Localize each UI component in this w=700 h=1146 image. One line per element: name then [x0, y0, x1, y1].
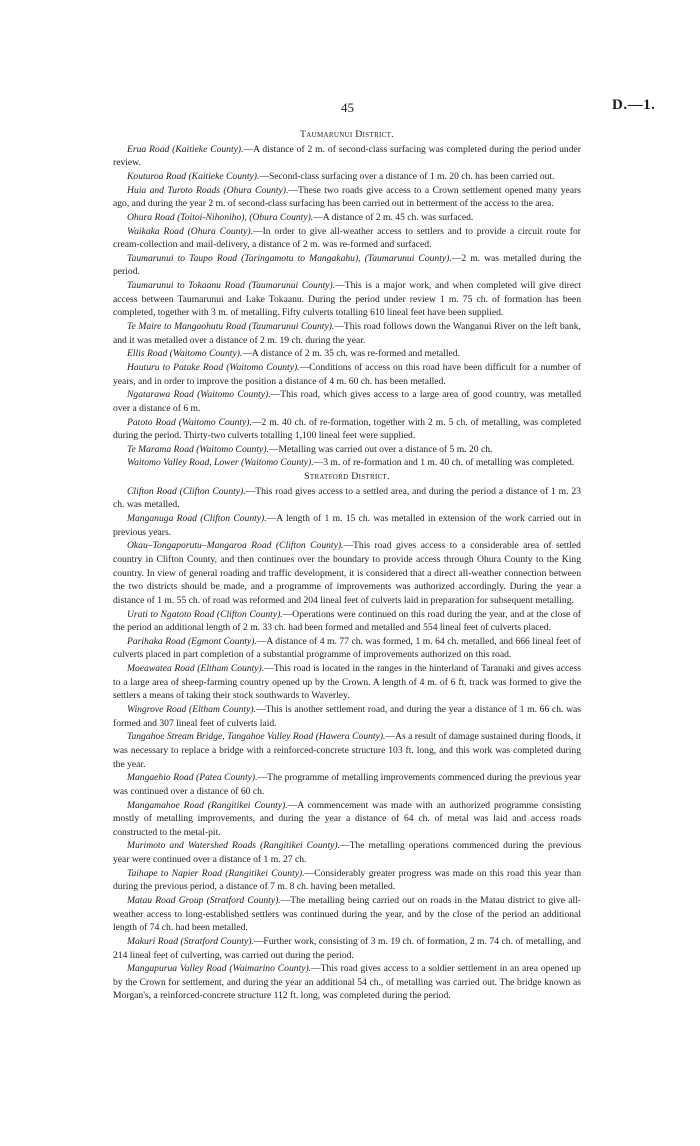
road-paragraph	[113, 771, 581, 798]
road-title: Wingrove Road (Eltham County).	[127, 704, 256, 716]
road-description: —In order to give all-weather access to settlers and to provide a circuit route for cream-collection and mail-delivery, a distance of 2 m. was re-formed and surfaced.	[113, 225, 581, 251]
road-title: Manganuga Road (Clifton County).	[127, 513, 267, 525]
road-title: Waitomo Valley Road, Lower (Waitomo County).	[127, 457, 314, 469]
road-paragraph	[113, 799, 581, 840]
road-description: —2 m. 40 ch. of re-formation, together with 2 m. 5 ch. of metalling, was completed during the period. Thirty-two culverts totalling 1,100 lineal feet were supplied.	[113, 416, 581, 442]
road-title: Taumarunui to Tokaanu Road (Taumarunui County).	[127, 280, 336, 292]
road-title: Parihaka Road (Egmont County).	[127, 635, 257, 647]
road-description: —A commencement was made with an authorized programme consisting mostly of metalling improvements, and during the year a distance of 64 ch. of metal was laid and access roads constructed to the metal-pit.	[113, 799, 581, 838]
road-paragraph	[113, 456, 581, 470]
road-description: —A length of 1 m. 15 ch. was metalled in extension of the work carried out in previous years.	[113, 513, 581, 538]
road-description: —A distance of 2 m. 35 ch. was re-formed and metalled.	[242, 348, 460, 360]
road-description: —3 m. of re-formation and 1 m. 40 ch. of metalling was completed.	[313, 457, 575, 469]
road-title: Ngatarawa Road (Waitomo County).	[127, 389, 271, 401]
road-title: Ohura Road (Toitoi-Nihoniho), (Ohura County).	[127, 211, 314, 223]
road-description: —A distance of 4 m. 77 ch. was formed, 1 m. 64 ch. metalled, and 666 lineal feet of culverts placed in part completion of a substantial programme of improvements authorized on this road.	[113, 635, 582, 661]
road-paragraph	[113, 211, 581, 225]
road-title: Hauturu to Patake Road (Waitomo County).	[127, 361, 300, 373]
road-title: Moeawatea Road (Eltham County).	[127, 663, 265, 675]
road-paragraph	[113, 170, 581, 184]
road-description: —As a result of damage sustained during floods, it was necessary to replace a bridge with a reinforced-concrete structure 103 ft. long, and this work was completed during the year.	[113, 731, 581, 770]
road-paragraph	[113, 388, 581, 415]
road-paragraph	[113, 443, 581, 457]
road-description: —This road follows down the Wanganui River on the left bank, and it was metalled over a distance of 2 m. 19 ch. during the year.	[113, 321, 581, 346]
road-description: —This road gives access to a considerable area of settled country in Clifton County, and then continues over the boundary to provide access through Ohura County to the King country. In view of general roading and traffic development, it is considered that a direct all-weather connection between the two districts should be made, and a programme of improvements was authorized accordingly. During the year a distance of 1 m. 55 ch. of road was reformed and 204 lineal feet of culverts laid in preparation for subsequent metalling.	[113, 540, 581, 606]
road-description: —Operations were continued on this road during the year, and at the close of the period an additional length of 2 m. 33 ch. had been formed and metalled and 554 lineal feet of culverts placed.	[113, 608, 581, 634]
road-description: —These two roads give access to a Crown settlement opened many years ago, and during the year 2 m. of second-class surfacing has been carried out in betterment of the access to the area.	[113, 184, 581, 210]
road-title: Mangamahoe Road (Rangitikei County).	[127, 799, 288, 811]
road-description: —This is a major work, and when completed will give direct access between Taumarunui and Lake Tokaanu. During the period under review 1 m. 75 ch. of formation has been completed, together with 3 m. of metalling. Fifty culverts totalling 610 lineal feet have been supplied.	[113, 280, 582, 319]
road-title: Ellis Road (Waitomo County).	[127, 348, 243, 360]
road-paragraph	[113, 416, 581, 443]
road-description: —This road gives access to a settled area, and during the period a distance of 1 m. 23 ch. was metalled.	[113, 485, 581, 511]
road-title: Mangaehio Road (Patea County).	[127, 772, 258, 784]
road-title: Mangapurua Valley Road (Waimarino County).	[127, 963, 312, 975]
road-description: —Second-class surfacing over a distance of 1 m. 20 ch. has been carried out.	[259, 170, 555, 182]
document-reference: D.—1.	[612, 97, 656, 113]
road-title: Taihape to Napier Road (Rangitikei County).	[127, 867, 305, 879]
road-title: Tangahoe Stream Bridge, Tangahoe Valley Road (Hawera County).	[127, 731, 386, 743]
road-paragraph	[113, 635, 581, 662]
road-description: —Further work, consisting of 3 m. 19 ch. of formation, 2 m. 74 ch. of metalling, and 214 lineal feet of culverting, was carried out during the period.	[113, 935, 581, 961]
section-heading: Taumarunui District.	[300, 129, 394, 140]
road-paragraph	[113, 608, 581, 635]
road-title: Urati to Ngatoto Road (Clifton County).	[127, 608, 283, 620]
road-title: Te Marama Road (Waitomo County).	[127, 443, 269, 455]
road-title: Makuri Road (Stratford County).	[127, 935, 254, 947]
road-title: Huia and Turoto Roads (Ohura County).	[127, 184, 289, 196]
road-title: Te Maire to Mangaohutu Road (Taumarunui County).	[127, 321, 335, 333]
road-paragraph	[113, 935, 581, 962]
road-paragraph	[113, 361, 581, 388]
road-description: —Conditions of access on this road have been difficult for a number of years, and in order to improve the position a distance of 4 m. 60 ch. has been metalled.	[113, 361, 581, 387]
road-title: Murimoto and Watershed Roads (Rangitikei County).	[127, 840, 340, 852]
road-description: —A distance of 2 m. of second-class surfacing was completed during the period under review.	[113, 143, 581, 169]
road-description: —Metalling was carried out over a distance of 5 m. 20 ch.	[268, 443, 493, 455]
road-description: —The programme of metalling improvements commenced during the previous year was continued over a distance of 60 ch.	[113, 772, 581, 797]
road-description: —This road, which gives access to a large area of good country, was metalled over a distance of 6 m.	[113, 389, 581, 414]
road-title: Okau–Tongaporutu–Mangaroa Road (Clifton County).	[127, 540, 344, 552]
road-title: Patoto Road (Waitomo County).	[127, 416, 252, 428]
road-title: Erua Road (Kaitieke County).	[127, 143, 244, 155]
road-paragraph	[113, 894, 581, 935]
road-paragraph	[113, 252, 581, 279]
road-title: Matau Road Group (Stratford County).	[127, 895, 281, 906]
section-heading: Stratford District.	[304, 471, 390, 483]
road-paragraph	[113, 703, 581, 730]
road-description: —The metalling operations commenced during the previous year were continued over a distance of 1 m. 27 ch.	[113, 840, 581, 866]
road-paragraph	[113, 662, 581, 703]
road-description: —The metalling being carried out on roads in the Matau district to give all-weather access to long-established settlers was continued during the year, and by the close of the period an additional length of 74 ch. had been metalled.	[113, 895, 581, 934]
road-title: Kouturoa Road (Kaitieke County).	[127, 170, 260, 182]
road-title: Clifton Road (Clifton County).	[127, 485, 246, 497]
page-body	[113, 128, 581, 1003]
page-number: 45	[341, 100, 354, 115]
road-paragraph	[113, 485, 581, 512]
road-paragraph	[113, 839, 581, 866]
road-paragraph	[113, 512, 581, 539]
road-title: Taumarunui to Taupo Road (Taringamotu to Mangakahu), (Taumarunui County).	[127, 252, 452, 264]
road-paragraph	[113, 225, 581, 252]
road-description: —This road gives access to a soldier settlement in an area opened up by the Crown for settlement, and during the year an additional 54 ch., of metalling was carried out. The bridge known as Morgan's, a reinforced-concrete structure 112 ft. long, was completed during the period.	[113, 963, 581, 1002]
road-description: —Considerably greater progress was made on this road this year than during the previous period, a distance of 7 m. 8 ch. having been metalled.	[113, 867, 582, 893]
road-paragraph	[113, 143, 581, 170]
road-paragraph	[113, 867, 581, 894]
road-paragraph	[113, 962, 581, 1003]
road-title: Waikaka Road (Ohura County).	[127, 225, 253, 237]
road-paragraph	[113, 279, 581, 320]
road-paragraph	[113, 539, 581, 607]
road-description: —A distance of 2 m. 45 ch. was surfaced.	[313, 211, 474, 223]
road-paragraph	[113, 184, 581, 211]
road-paragraph	[113, 320, 581, 347]
road-description: —This road is located in the ranges in the hinterland of Taranaki and gives access to a large area of sheep-farming country opened up by the Crown. A length of 4 m. of 6 ft. track was formed to give the settlers a means of taking their stock southwards to Waverley.	[113, 663, 581, 702]
road-paragraph	[113, 347, 581, 361]
road-description: —This is another settlement road, and during the year a distance of 1 m. 66 ch. was formed and 307 lineal feet of culverts laid.	[113, 704, 581, 729]
road-description: —2 m. was metalled during the period.	[113, 252, 581, 278]
road-paragraph	[113, 730, 581, 771]
